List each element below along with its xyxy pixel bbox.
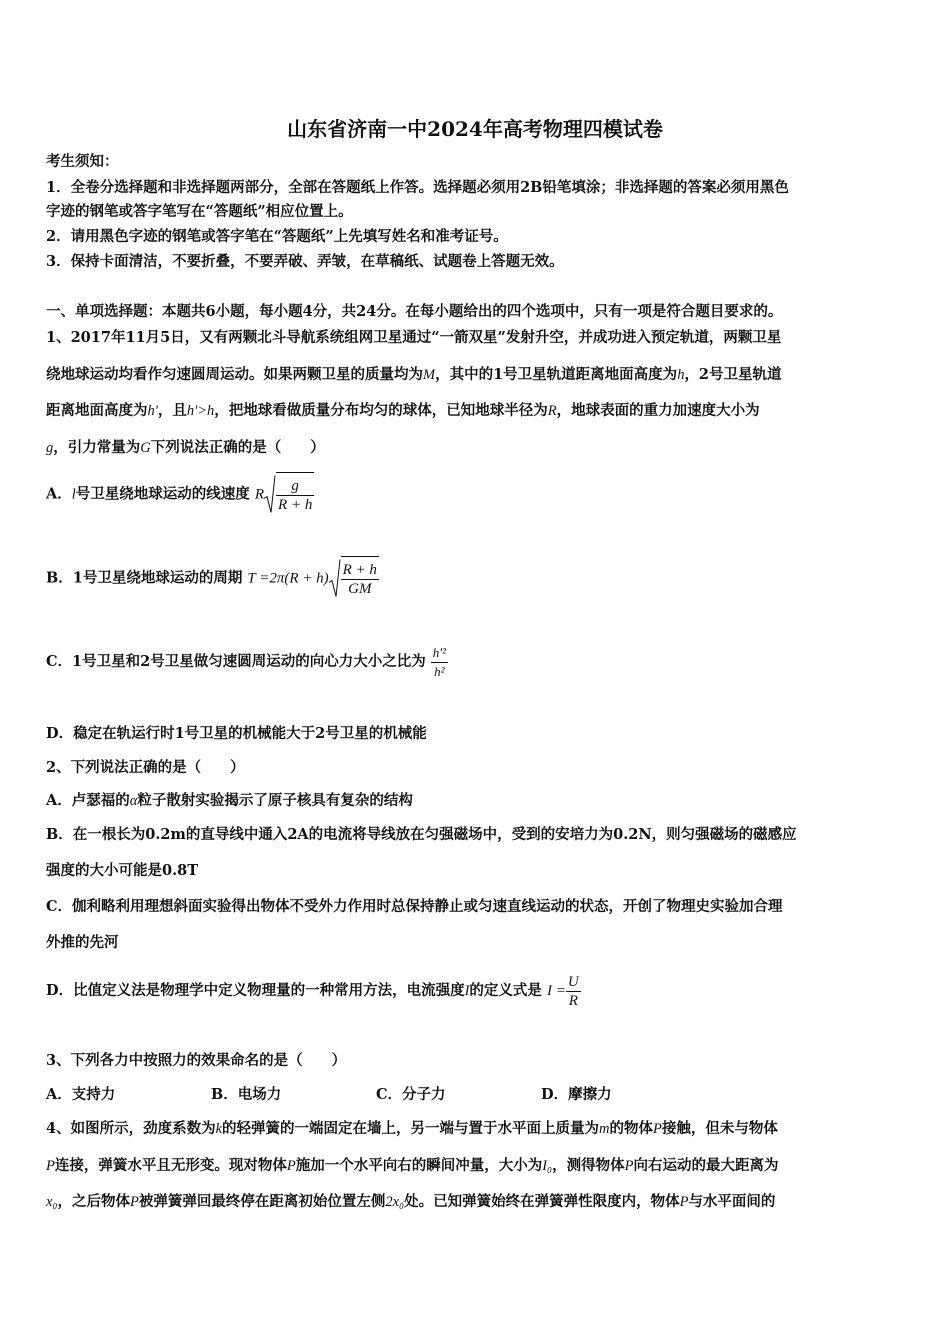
q2-option-b[interactable]: B．在一根长为0.2m的直导线中通入2A的电流将导线放在匀强磁场中，受到的安培力为0.2N，则匀强磁场的磁感应 [46,826,797,843]
fraction: $\frac{\text{h'²}}{\text{h²}}$ [432,644,446,679]
notice-item: 字迹的钢笔或答字笔写在“答题纸”相应位置上。 [46,203,353,220]
q3-options [46,1085,612,1105]
page-title: 山东省济南一中2024年高考物理四模试卷 [287,117,663,141]
q1-stem-line: 绕地球运动均看作匀速圆周运动。如果两颗卫星的质量均为M，其中的1号卫星轨道距离地面高度为h，2号卫星轨道 [46,366,782,383]
q2-option-b-cont: 强度的大小可能是0.8T [46,862,199,879]
notice-heading: 考生须知： [46,153,119,170]
sqrt-symbol [329,556,379,601]
q1-option-b[interactable]: B．1号卫星绕地球运动的周期 T =2π(R + h) $\frac{R + h}{GM}$ [46,556,379,601]
q2-option-d[interactable]: D．比值定义法是物理学中定义物理量的一种常用方法，电流强度I的定义式是 I = $\frac{U}{R}$ [46,973,579,1009]
q2-option-c[interactable]: C．伽利略利用理想斜面实验得出物体不受外力作用时总保持静止或匀速直线运动的状态，开创了物理史实验加合理 [46,898,783,915]
sqrt-symbol [264,472,314,517]
q4-stem-line: P连接，弹簧水平且无形变。现对物体P施加一个水平向右的瞬间冲量，大小为I₀，测得物体P向右运动的最大距离为 [46,1157,779,1174]
q1-stem-line: 1、2017年11月5日，又有两颗北斗导航系统组网卫星通过“一箭双星”发射升空，并成功进入预定轨道，两颗卫星 [46,329,782,346]
q1-stem-line: g，引力常量为G下列说法正确的是（ ） [46,439,325,456]
q4-stem-line: x₀，之后物体P被弹簧弹回最终停在距离初始位置左侧2x₀处。已知弹簧始终在弹簧弹性限度内，物体P与水平面间的 [46,1193,776,1210]
q3-option-b[interactable]: B．电场力 [211,1086,282,1103]
q1-stem-line: 距离地面高度为h'，且h'>h，把地球看做质量分布均匀的球体，已知地球半径为R，地球表面的重力加速度大小为 [46,402,760,419]
notice-item: 1．全卷分选择题和非选择题两部分，全部在答题纸上作答。选择题必须用2B铅笔填涂；非选择题的答案必须用黑色 [46,179,789,196]
notice-item: 2．请用黑色字迹的钢笔或答字笔在“答题纸”上先填写姓名和准考证号。 [46,228,508,245]
q1-option-a[interactable]: A．l号卫星绕地球运动的线速度 R $\frac{g}{R + h}$ [46,472,314,517]
q1-option-c[interactable]: C．1号卫星和2号卫星做匀速圆周运动的向心力大小之比为 $\frac{\text{h'²}}{\text{h²}}$ [46,644,446,679]
fraction: $\frac{g}{R + h}$ [278,477,313,513]
q2-stem: 2、下列说法正确的是（ ） [46,759,245,776]
q1-option-d[interactable]: D．稳定在轨运行时1号卫星的机械能大于2号卫星的机械能 [46,725,427,742]
notice-item: 3．保持卡面清洁，不要折叠，不要弄破、弄皱，在草稿纸、试题卷上答题无效。 [46,253,564,270]
q3-option-d[interactable]: D．摩擦力 [541,1086,612,1103]
section-heading: 一、单项选择题：本题共6小题，每小题4分，共24分。在每小题给出的四个选项中，只有一项是符合题目要求的。 [46,303,783,320]
fraction: $\frac{R + h}{GM}$ [342,561,377,597]
q3-option-a[interactable]: A．支持力 [46,1086,116,1103]
q2-option-c-cont: 外推的先河 [46,934,119,951]
q3-stem: 3、下列各力中按照力的效果命名的是（ ） [46,1052,347,1069]
fraction: $\frac{U}{R}$ [567,973,579,1009]
q3-option-c[interactable]: C．分子力 [376,1086,446,1103]
q2-option-a[interactable]: A．卢瑟福的α粒子散射实验揭示了原子核具有复杂的结构 [46,792,413,809]
q4-stem-line: 4、如图所示，劲度系数为k的轻弹簧的一端固定在墙上，另一端与置于水平面上质量为m的物体P接触，但未与物体 [46,1120,778,1137]
